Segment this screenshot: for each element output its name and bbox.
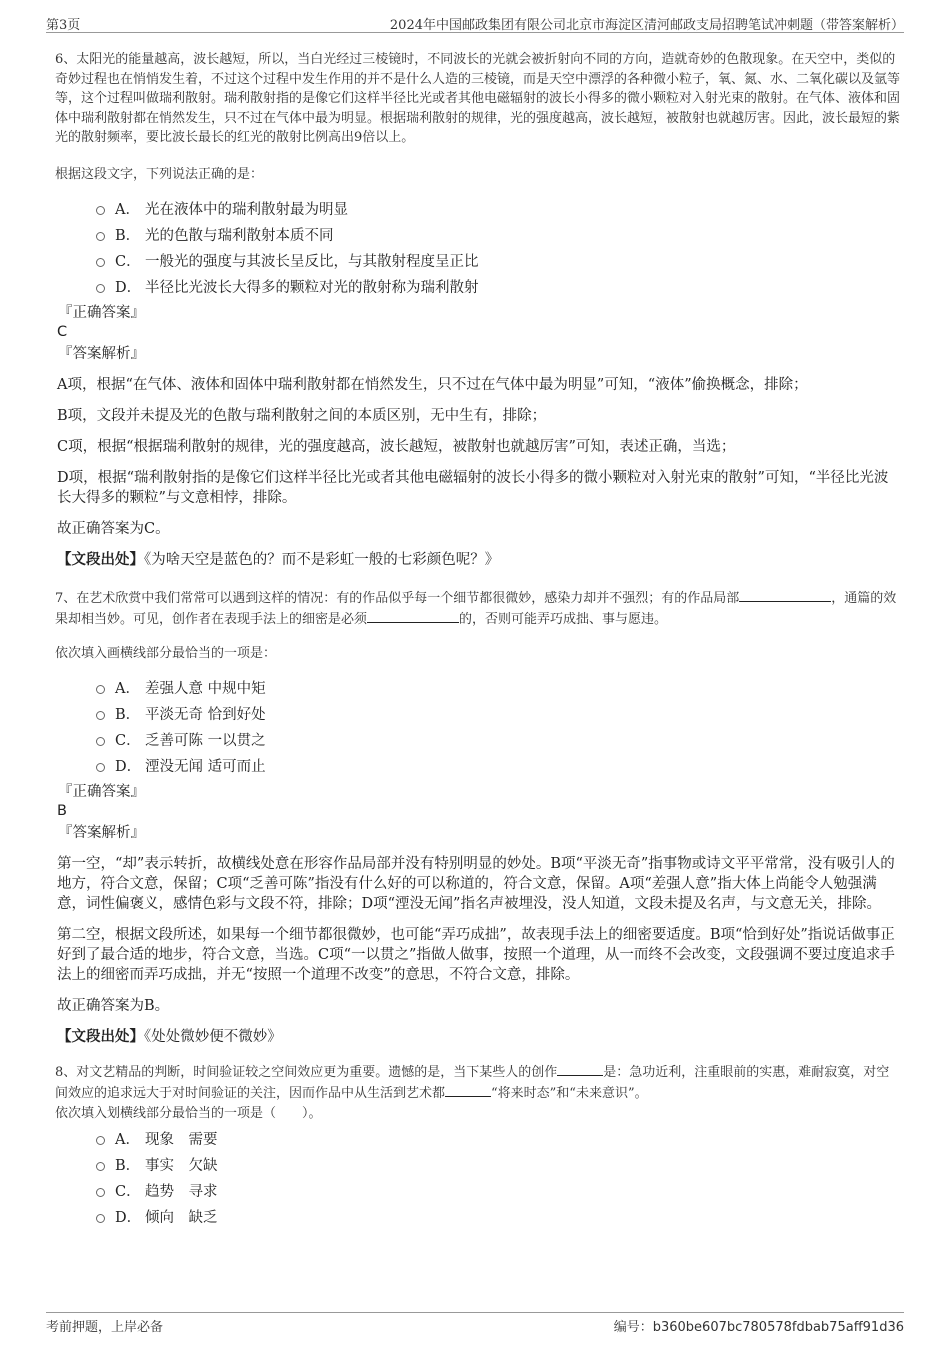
analysis-paragraph: D项，根据“瑞利散射指的是像它们这样半径比光或者其他电磁辐射的波长小得多的微小颗粒对入射光束的散射”可知，“半径比光波长大得多的颗粒”与文意相悖，排除。 [57, 469, 889, 506]
question-8-options [55, 1127, 900, 1231]
document-code: 编号：b360be607bc780578fdbab75aff91d36 [613, 1320, 904, 1335]
source-line: 【文段出处】《处处微妙便不微妙》 [57, 1027, 282, 1045]
option-d[interactable]: D． 湮没无闻 适可而止 [55, 754, 900, 780]
option-b[interactable]: B． 事实 欠缺 [55, 1153, 900, 1179]
option-b[interactable]: B． 光的色散与瑞利散射本质不同 [55, 223, 900, 249]
analysis-label: 『答案解析』 [58, 345, 145, 362]
radio-icon[interactable] [96, 1162, 105, 1171]
radio-icon[interactable] [96, 1214, 105, 1223]
radio-icon[interactable] [96, 737, 105, 746]
blank-line [557, 1061, 603, 1076]
document-title: 2024年中国邮政集团有限公司北京市海淀区清河邮政支局招聘笔试冲刺题（带答案解析） [389, 18, 904, 33]
analysis-paragraph: 第二空，根据文段所述，如果每一个细节都很微妙，也可能“弄巧成拙”，故表现手法上的细密要适度。B项“恰到好处”指说话做事正好到了最合适的地步，符合文意，当选。C项“一以贯之”指做人做事，按照一个道理，从一而终不会改变，文段强调不要过度追求手法上的细密而弄巧成拙，并无“按照一个道理不改变”的意思，不符合文意，排除。 [57, 926, 895, 983]
analysis-paragraph: C项，根据“根据瑞利散射的规律，光的强度越高，波长越短，被散射也就越厉害”可知，表述正确，当选； [57, 438, 736, 455]
radio-icon[interactable] [96, 1136, 105, 1145]
analysis-paragraph: B项，文段并未提及光的色散与瑞利散射之间的本质区别，无中生有，排除； [57, 407, 547, 424]
answer-value: C [57, 323, 68, 340]
blank-line [367, 608, 459, 623]
analysis-conclusion: 故正确答案为B。 [57, 997, 170, 1014]
analysis-paragraph: 第一空，“却”表示转折，故横线处意在形容作品局部并没有特别明显的妙处。B项“平淡无奇”指事物或诗文平平常常，没有吸引人的地方，符合文意，保留；C项“乏善可陈”指没有什么好的可以称道的，符合文意，保留。A项“差强人意”指大体上尚能令人勉强满意，词性偏褒义，感情色彩与文段不符，排除；D项“湮没无闻”指名声被埋没，没人知道，文段未提及名声，与文意无关，排除。 [57, 855, 895, 912]
question-6-prompt: 根据这段文字，下列说法正确的是： [55, 166, 264, 182]
analysis-paragraph: A项，根据“在气体、液体和固体中瑞利散射都在悄然发生，只不过在气体中最为明显”可知，“液体”偷换概念，排除； [57, 376, 808, 393]
question-7-prompt: 依次填入画横线部分最恰当的一项是： [55, 645, 277, 661]
option-a[interactable]: A． 现象 需要 [55, 1127, 900, 1153]
radio-icon[interactable] [96, 763, 105, 772]
option-b[interactable]: B． 平淡无奇 恰到好处 [55, 702, 900, 728]
question-7-options [55, 676, 900, 780]
blank-line [739, 587, 831, 602]
radio-icon[interactable] [96, 1188, 105, 1197]
radio-icon[interactable] [96, 284, 105, 293]
radio-icon[interactable] [96, 711, 105, 720]
question-6-options [55, 197, 900, 301]
question-6-stem: 6、太阳光的能量越高，波长越短，所以，当白光经过三棱镜时，不同波长的光就会被折射向不同的方向，造就奇妙的色散现象。在天空中，类似的奇妙过程也在悄悄发生着，不过这个过程中发生作用的并不是什么人造的三棱镜，而是天空中漂浮的各种微小粒子，氧、氮、水、二氧化碳以及氩等等，这个过程叫做瑞利散射。瑞利散射指的是像它们这样半径比光或者其他电磁辐射的波长小得多的微小颗粒对入射光束的散射。在气体、液体和固体中瑞利散射都在悄然发生，只不过在气体中最为明显。根据瑞利散射的规律，光的强度越高，波长越短，被散射也就越厉害。因此，波长最短的紫光的散射频率，要比波长最长的红光的散射比例高出9倍以上。 [55, 52, 901, 145]
option-c[interactable]: C． 趋势 寻求 [55, 1179, 900, 1205]
option-d[interactable]: D． 倾向 缺乏 [55, 1205, 900, 1231]
answer-label: 『正确答案』 [58, 783, 145, 800]
option-d[interactable]: D． 半径比光波长大得多的颗粒对光的散射称为瑞利散射 [55, 275, 900, 301]
radio-icon[interactable] [96, 685, 105, 694]
option-a[interactable]: A． 差强人意 中规中矩 [55, 676, 900, 702]
radio-icon[interactable] [96, 258, 105, 267]
analysis-label: 『答案解析』 [58, 824, 145, 841]
source-line: 【文段出处】《为啥天空是蓝色的？而不是彩虹一般的七彩颜色呢？》 [57, 550, 500, 568]
footer-slogan: 考前押题，上岸必备 [46, 1320, 164, 1335]
option-a[interactable]: A． 光在液体中的瑞利散射最为明显 [55, 197, 900, 223]
radio-icon[interactable] [96, 232, 105, 241]
question-8-prompt: 依次填入划横线部分最恰当的一项是（ ）。 [55, 1105, 322, 1121]
option-c[interactable]: C． 乏善可陈 一以贯之 [55, 728, 900, 754]
radio-icon[interactable] [96, 206, 105, 215]
page-header [46, 12, 904, 33]
answer-value: B [57, 802, 67, 819]
analysis-conclusion: 故正确答案为C。 [57, 520, 170, 537]
main-content [55, 50, 900, 1231]
page-footer [46, 1312, 904, 1337]
option-c[interactable]: C． 一般光的强度与其波长呈反比，与其散射程度呈正比 [55, 249, 900, 275]
page-number: 第3页 [46, 18, 81, 33]
blank-line [445, 1082, 491, 1097]
answer-label: 『正确答案』 [58, 304, 145, 321]
question-7-stem: 7、在艺术欣赏中我们常常可以遇到这样的情况：有的作品似乎每一个细节都很微妙，感染力却并不强烈；有的作品局部 ，通篇的效果却相当妙。可见，创作者在表现手法上的细密是必须 的，否则可能弄巧成拙、事与愿违。 [55, 587, 900, 630]
question-8-stem: 8、对文艺精品的判断，时间验证较之空间效应更为重要。遗憾的是，当下某些人的创作 是：急功近利，注重眼前的实惠，难耐寂寞，对空间效应的追求远大于对时间验证的关注，因而作品中从生活到艺术都 “将来时态”和“未来意识”。 [55, 1061, 900, 1104]
